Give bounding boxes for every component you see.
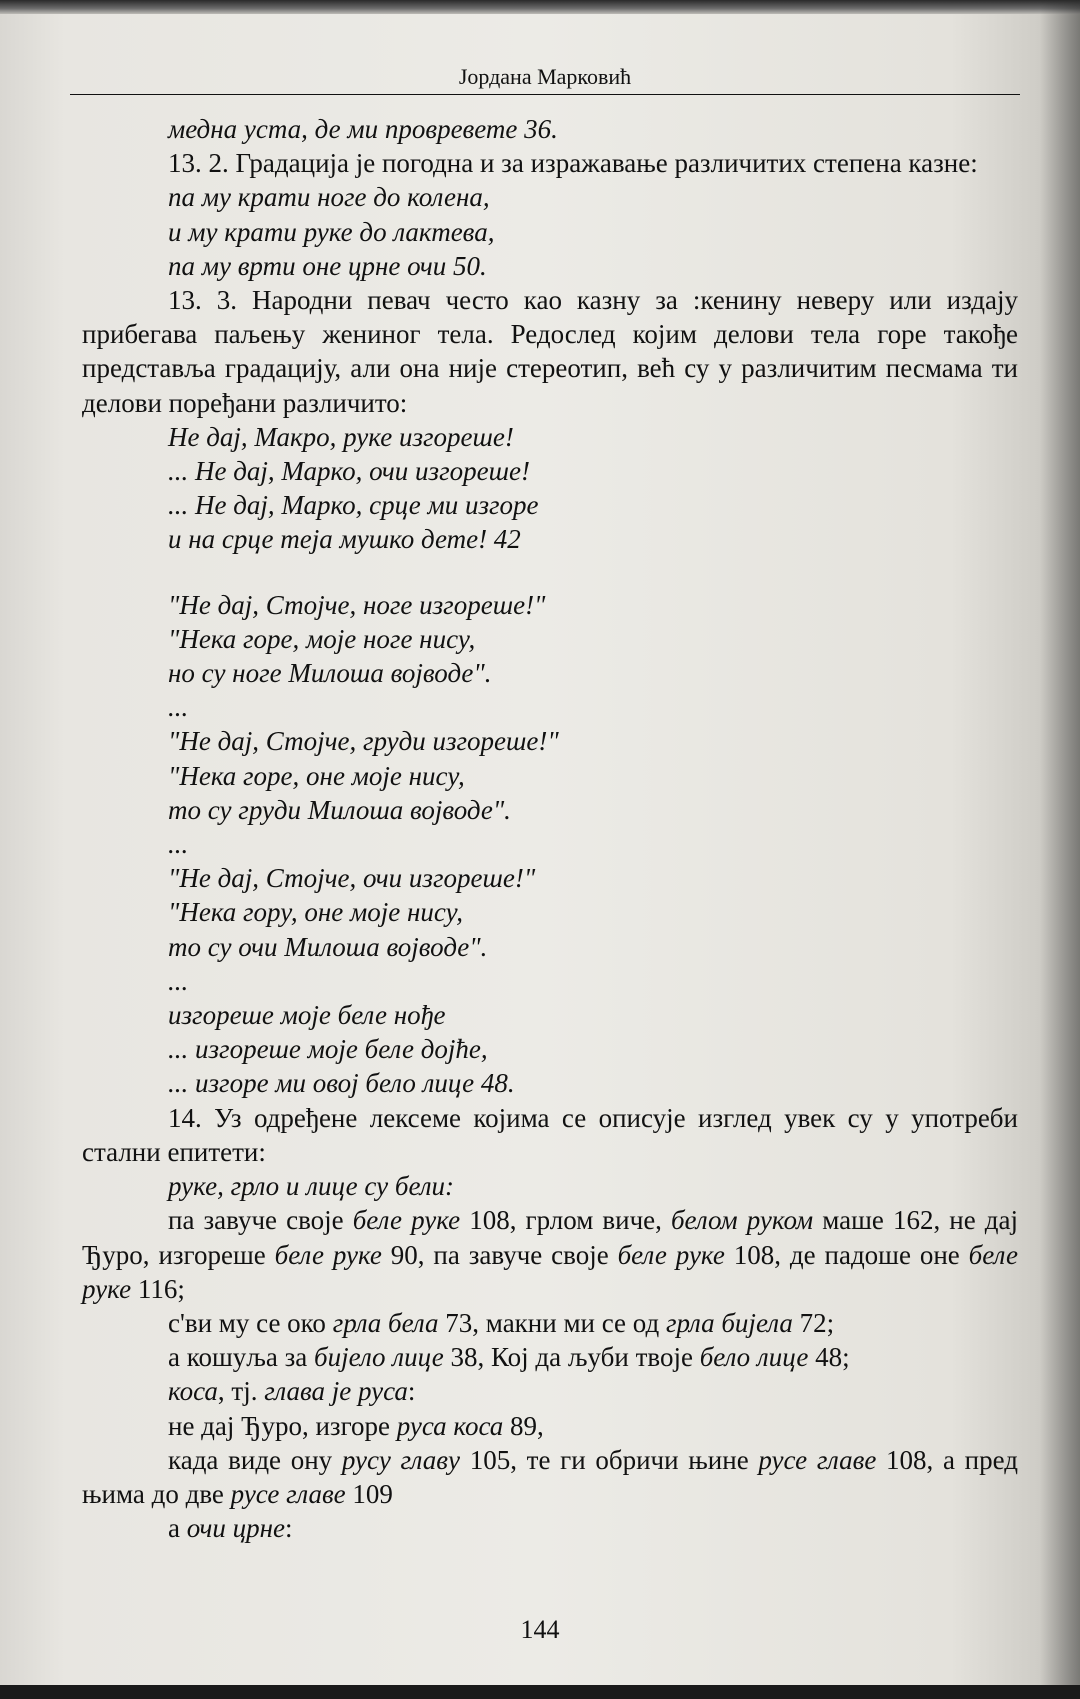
text-run: 116; (131, 1273, 185, 1304)
italic-run: бело лице (699, 1342, 809, 1373)
verse-line: "Нека гору, оне моје нису, (168, 897, 464, 928)
text-run: када виде ону (168, 1444, 342, 1475)
italic-run: руса коса (396, 1410, 504, 1441)
text-run: 105, те ги обричи њине (460, 1444, 759, 1475)
ellipsis-line: ... (168, 829, 189, 860)
italic-run: белом руком (670, 1205, 814, 1236)
italic-run: беле руке (352, 1205, 461, 1236)
italic-run: глава је руса (264, 1376, 408, 1407)
italic-run: беле руке (82, 1239, 1018, 1304)
verse-line: Не дај, Макро, руке изгореше! (168, 421, 514, 452)
text-run: 89, (503, 1410, 544, 1441)
verse-line: "Нека горе, оне моје нису, (168, 760, 465, 791)
verse-line: "Не дај, Стојче, груди изгореше!" (168, 726, 559, 757)
text-run: : (407, 1376, 416, 1407)
verse-line: изгореше моје беле нође (168, 1000, 446, 1031)
verse-line: "Нека горе, моје ноге нису, (168, 623, 476, 654)
text-run: 90, па завуче своје (381, 1239, 618, 1270)
text-run: : (285, 1513, 293, 1544)
italic-run: русе главе (230, 1478, 346, 1509)
italic-run: беле руке (617, 1239, 725, 1270)
text-run: 109 (345, 1478, 393, 1509)
text-run: маше 162, не дај Ђуро, изгореше (82, 1205, 1018, 1270)
verse-line: ... изгореше моје беле дојће, (168, 1034, 488, 1065)
stanza-gap (82, 557, 1018, 588)
text-run: , тј. (217, 1376, 265, 1407)
paragraph-13-2: 13. 2. Градација је погодна и за изражавање различитих степена казне: (168, 148, 978, 179)
verse-line: ... Не дај, Марко, срце ми изгоре (168, 490, 539, 521)
text-run: 108, а пред њима до две (82, 1444, 1018, 1509)
text-run: 108, де падоше оне (724, 1239, 969, 1270)
example-paragraph (82, 1203, 1018, 1306)
text-run: 72; (792, 1307, 835, 1338)
page-bottom-edge (0, 1685, 1080, 1699)
running-head: Јордана Марковић (70, 64, 1020, 95)
verse-line: "Не дај, Стојче, ноге изгореше!" (168, 589, 546, 620)
example-paragraph (82, 1340, 1018, 1374)
italic-run: русе главе (758, 1444, 877, 1475)
verse-line: то су очи Милоша војводе". (168, 931, 488, 962)
verse-line: медна уста, де ми провревете 36. (168, 114, 558, 144)
epithet-heading (82, 1511, 1018, 1545)
verse-line: и му крати руке до лактева, (168, 216, 495, 247)
italic-run: очи црне (186, 1513, 286, 1544)
verse-line: ... Не дај, Марко, очи изгореше! (168, 456, 530, 487)
text-run: с'ви му се око (168, 1307, 333, 1338)
verse-line: "Не дај, Стојче, очи изгореше!" (168, 863, 536, 894)
epithet-heading: руке, грло и лице су бели: (168, 1171, 455, 1202)
ellipsis-line: ... (168, 692, 189, 723)
verse-line: то су груди Милоша војводе". (168, 794, 511, 825)
italic-run: грла бела (332, 1307, 439, 1338)
page-number: 144 (520, 1615, 560, 1644)
verse-line: па му врти оне црне очи 50. (168, 250, 487, 281)
example-paragraph (82, 1409, 1018, 1443)
text-run: 108, грлом виче, (460, 1205, 671, 1236)
text-run: 73, макни ми се од (438, 1307, 666, 1338)
page-top-edge (0, 0, 1080, 14)
italic-run: беле руке (274, 1239, 382, 1270)
italic-run: бијело лице (314, 1342, 444, 1373)
paragraph-13-3: 13. 3. Народни певач често као казну за :кенину неверу или издају прибегава паљењу жениног тела. Редослед којим делови тела горе такође представља градацију, али она није стереотип, већ су у различитим песмама ти делови поређани различито: (82, 285, 1018, 418)
text-run: не дај Ђуро, изгоре (168, 1410, 397, 1441)
paragraph-14: 14. Уз одређене лексеме којима се описује изглед увек су у употреби стални епитети: (82, 1102, 1018, 1167)
ellipsis-line: ... (168, 965, 189, 996)
page-body (82, 112, 1018, 1545)
example-paragraph (82, 1306, 1018, 1340)
text-run: па завуче своје (168, 1205, 353, 1236)
epithet-heading (82, 1374, 1018, 1408)
example-paragraph (82, 1443, 1018, 1511)
verse-line: па му крати ноге до колена, (168, 182, 490, 213)
italic-run: коса (168, 1376, 218, 1407)
page-gutter-shadow (1040, 0, 1080, 1699)
verse-line: и на срце теја мушко дете! 42 (168, 524, 521, 555)
verse-line: ... изгоре ми овој бело лице 48. (168, 1068, 515, 1099)
italic-run: русу главу (341, 1444, 460, 1475)
text-run: а (168, 1513, 187, 1544)
italic-run: грла бијела (666, 1307, 793, 1338)
verse-line: но су ноге Милоша војводе". (168, 658, 492, 689)
text-run: а кошуља за (168, 1342, 315, 1373)
text-run: 38, Кој да љуби твоје (443, 1342, 700, 1373)
text-run: 48; (808, 1342, 850, 1373)
